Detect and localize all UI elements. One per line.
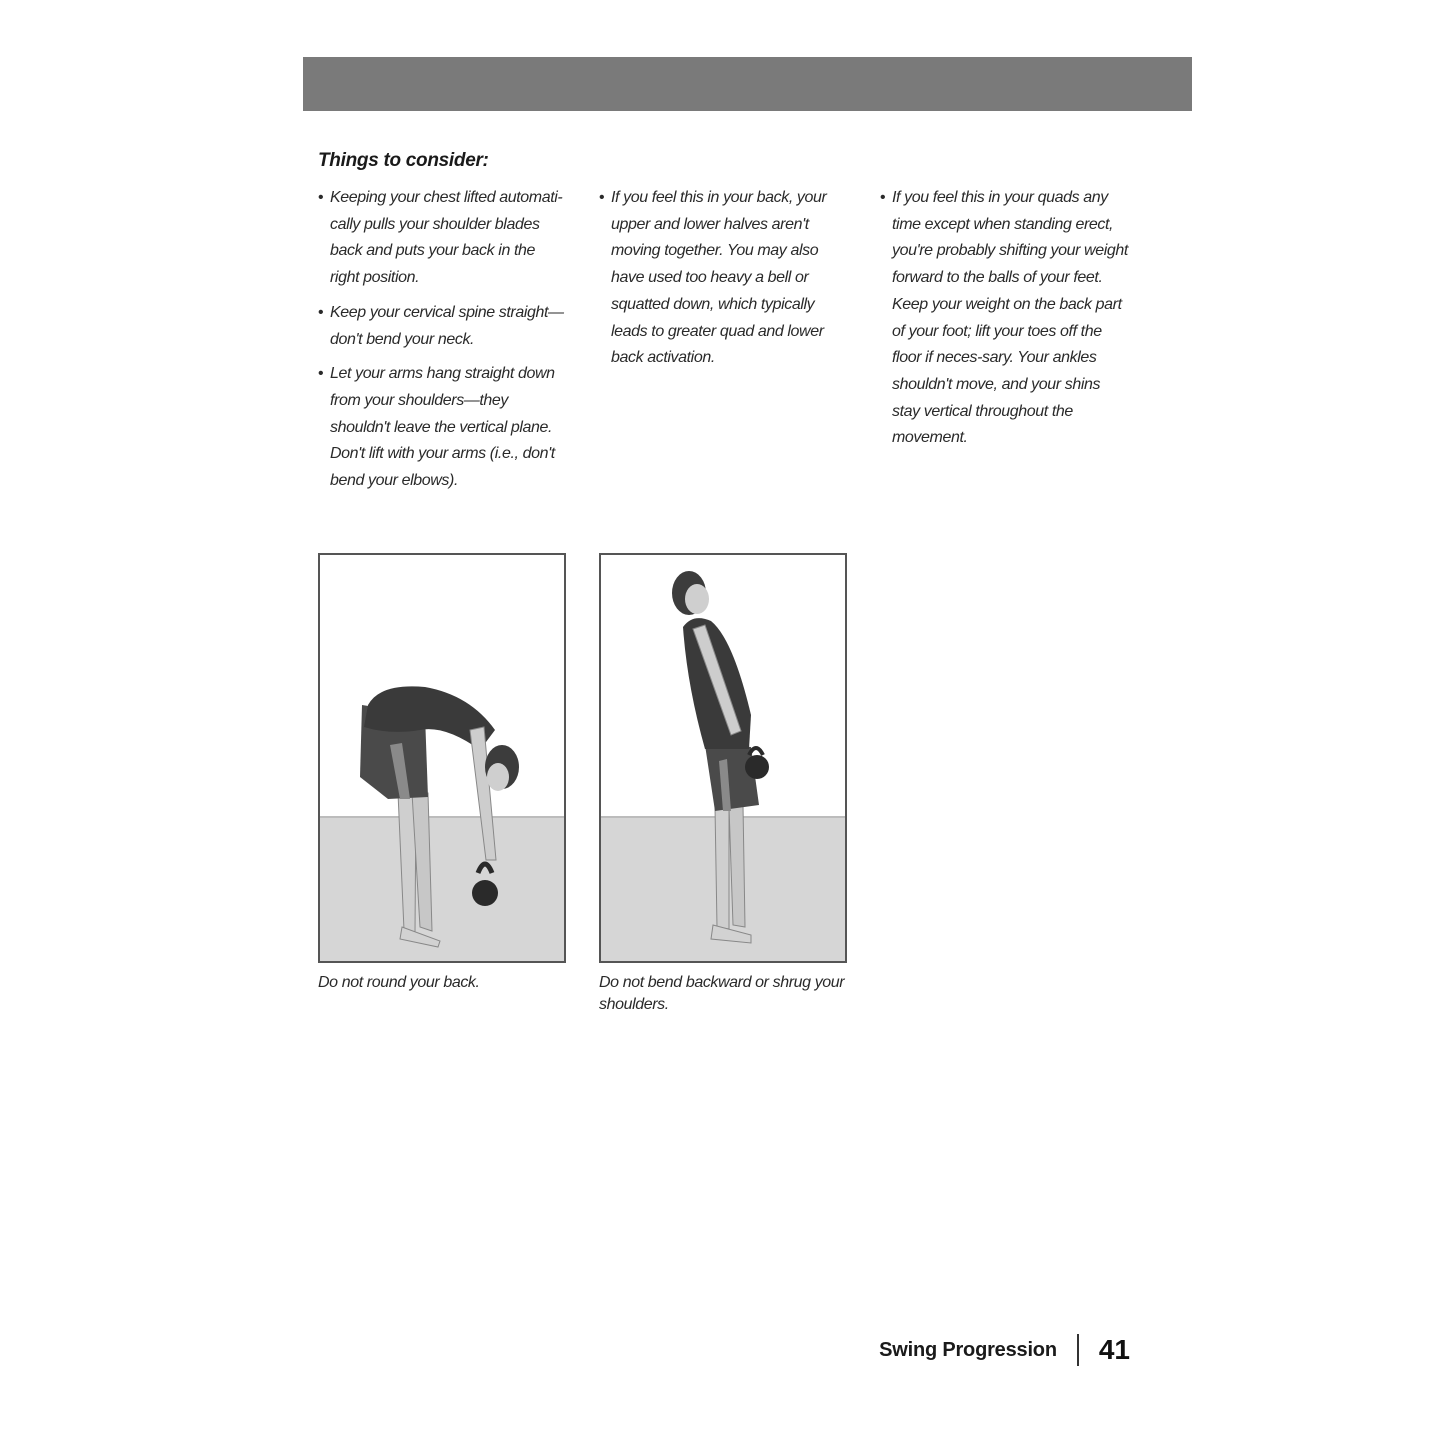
figure-caption: Do not bend backward or shrug your shoulders. [599, 974, 845, 1013]
bullet-item: • Keeping your chest lifted automati-cally pulls your shoulder blades back and puts your back in the right position. [318, 185, 566, 292]
chapter-header-bar [303, 57, 1192, 111]
photo-bend-backward [599, 553, 847, 963]
photo-rounded-back-illustration [320, 555, 564, 961]
section-heading: Things to consider: [318, 150, 489, 171]
text-column-2 [599, 185, 847, 380]
page-number: 41 [1098, 1334, 1130, 1365]
photo-rounded-back [318, 553, 566, 963]
bullet-item: • If you feel this in your quads any time except when standing erect, you're probably shifting your weight forward to the balls of your feet. Keep your weight on the back part of your foot; lift your toes off the floor if neces-sary. Your ankles shouldn't move, and your shins stay vertical throughout the movement. [880, 185, 1128, 452]
bullet-item: • Let your arms hang straight down from your shoulders—they shouldn't leave the vertical plane. Don't lift with your arms (i.e., don't bend your elbows). [318, 361, 566, 495]
bullet-item: • If you feel this in your back, your upper and lower halves aren't moving together. You may also have used too heavy a bell or squatted down, which typically leads to greater quad and lower back activation. [599, 185, 847, 372]
bullet-item: • Keep your cervical spine straight—don't bend your neck. [318, 300, 566, 353]
footer-divider [1077, 1334, 1079, 1366]
running-footer-title: Swing Progression [879, 1338, 1057, 1361]
page-footer [879, 1330, 1130, 1370]
text-column-3 [880, 185, 1128, 460]
figure-caption: Do not round your back. [318, 974, 480, 991]
photo-bend-backward-illustration [601, 555, 845, 961]
text-column-1 [318, 185, 566, 503]
